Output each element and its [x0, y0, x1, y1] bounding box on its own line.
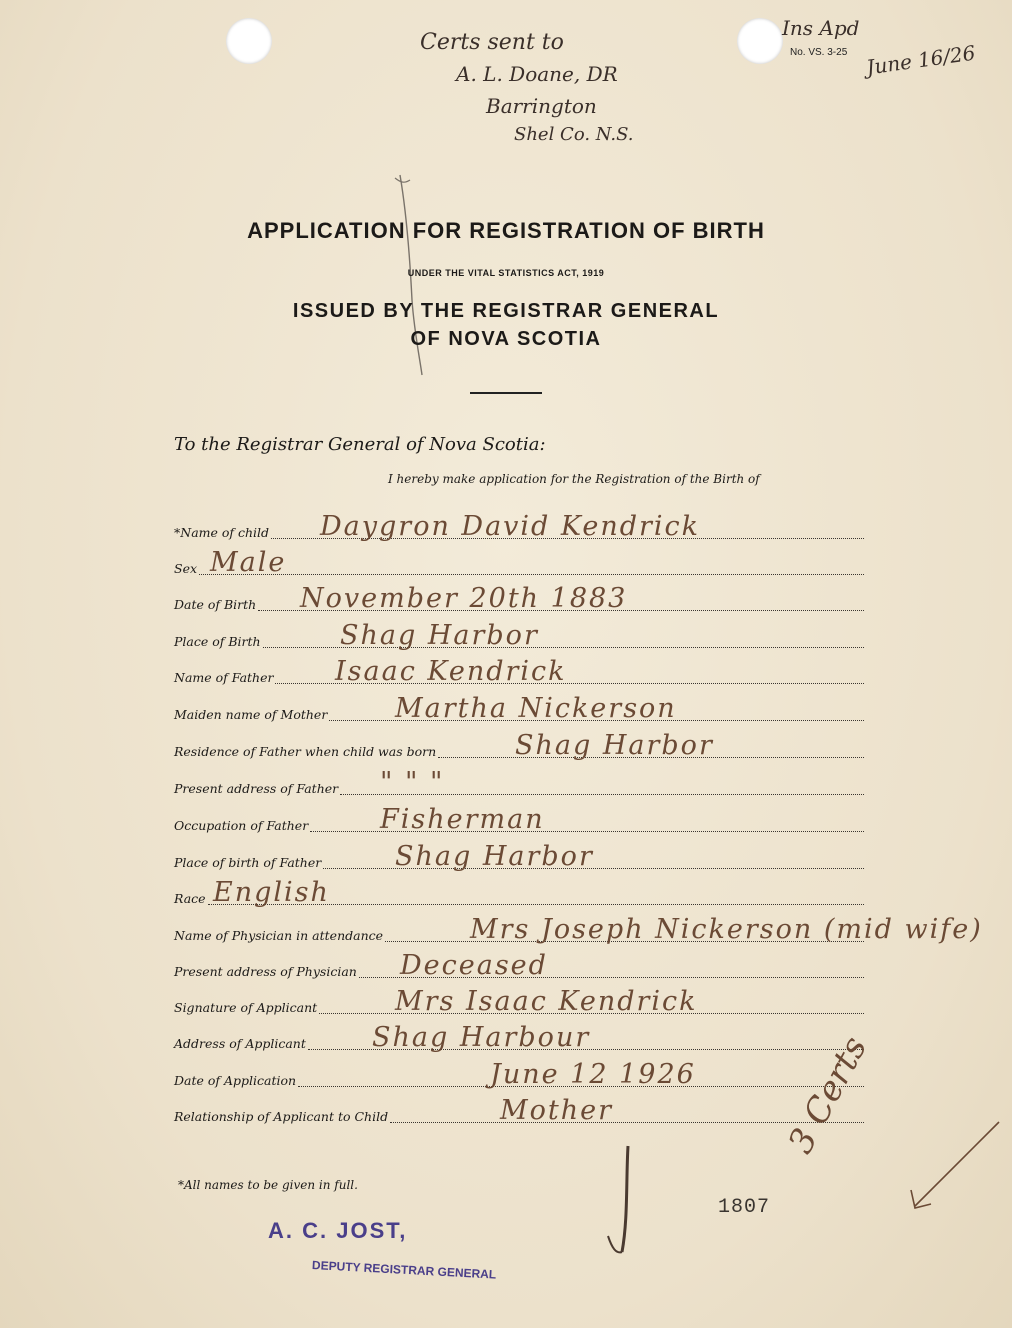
field-dotted-line: [199, 574, 864, 575]
handwritten-note-line-4: Shel Co. N.S.: [514, 124, 634, 145]
field-label: Date of Birth: [174, 597, 257, 612]
field-row: [174, 730, 864, 763]
field-row: [174, 986, 864, 1019]
field-row: [174, 877, 864, 910]
field-row: [174, 656, 864, 689]
field-row: [174, 547, 864, 580]
field-value-handwritten: Mrs Joseph Nickerson (mid wife): [470, 914, 983, 945]
field-value-handwritten: Mother: [500, 1095, 614, 1126]
margin-note-certs: 3 Certs: [780, 1030, 876, 1160]
field-row: [174, 804, 864, 837]
field-row: [174, 914, 983, 947]
stamp-name: A. C. JOST,: [268, 1218, 408, 1243]
field-row: [174, 620, 864, 653]
field-label: Date of Application: [174, 1073, 297, 1088]
handwritten-insp-note: Ins Apd: [782, 16, 860, 40]
field-value-handwritten: English: [213, 877, 330, 908]
handwritten-note-line-3: Barrington: [486, 94, 597, 118]
salutation: To the Registrar General of Nova Scotia:: [174, 434, 546, 455]
field-value-handwritten: Shag Harbor: [340, 620, 539, 651]
registration-number: 1807: [718, 1196, 771, 1219]
field-label: Place of Birth: [174, 634, 261, 649]
field-label: Place of birth of Father: [174, 855, 322, 870]
intro-statement: I hereby make application for the Registration of the Birth of: [388, 472, 760, 486]
field-value-handwritten: Mrs Isaac Kendrick: [395, 986, 698, 1017]
field-label: Relationship of Applicant to Child: [174, 1109, 389, 1124]
form-title: APPLICATION FOR REGISTRATION OF BIRTH: [247, 218, 765, 243]
field-value-handwritten: June 12 1926: [490, 1059, 696, 1090]
field-label: Maiden name of Mother: [174, 707, 328, 722]
field-value-handwritten: Shag Harbor: [395, 841, 594, 872]
issuer-line-1: ISSUED BY THE REGISTRAR GENERAL: [292, 300, 720, 322]
field-value-handwritten: Male: [210, 547, 287, 578]
form-number: No. VS. 3-25: [790, 47, 848, 58]
field-label: Sex: [174, 561, 198, 576]
field-label: Race: [174, 891, 206, 906]
stamp-title: DEPUTY REGISTRAR GENERAL: [311, 1258, 497, 1282]
field-row: [174, 1059, 864, 1092]
title-divider: [470, 392, 542, 394]
field-label: *Name of child: [174, 525, 270, 540]
field-value-handwritten: Deceased: [400, 950, 548, 981]
field-row: [174, 1095, 864, 1128]
field-label: Present address of Physician: [174, 964, 357, 979]
field-row: [174, 583, 864, 616]
field-value-handwritten: " " ": [380, 767, 445, 798]
field-row: [174, 950, 864, 983]
field-label: Present address of Father: [174, 781, 339, 796]
field-label: Residence of Father when child was born: [174, 744, 437, 759]
field-row: [174, 511, 864, 544]
field-label: Name of Father: [174, 670, 274, 685]
field-label: Occupation of Father: [174, 818, 309, 833]
form-subtitle-act: UNDER THE VITAL STATISTICS ACT, 1919: [407, 268, 605, 278]
field-value-handwritten: Daygron David Kendrick: [320, 511, 701, 542]
handwritten-note-line-2: A. L. Doane, DR: [456, 62, 618, 86]
handwritten-insp-date: June 16/26: [864, 40, 977, 80]
issuer-line-2: OF NOVA SCOTIA: [410, 328, 602, 350]
field-value-handwritten: Martha Nickerson: [395, 693, 677, 724]
field-value-handwritten: Isaac Kendrick: [335, 656, 567, 687]
field-row: [174, 1022, 864, 1055]
field-value-handwritten: Shag Harbour: [372, 1022, 591, 1053]
footnote: *All names to be given in full.: [178, 1178, 358, 1192]
field-label: Signature of Applicant: [174, 1000, 318, 1015]
field-value-handwritten: Fisherman: [380, 804, 545, 835]
field-row: [174, 841, 864, 874]
punch-hole-left: [226, 18, 272, 64]
margin-arrow: [905, 1116, 1005, 1216]
field-label: Name of Physician in attendance: [174, 928, 384, 943]
field-label: Address of Applicant: [174, 1036, 306, 1051]
field-row: [174, 767, 864, 800]
pen-check-mark: [598, 1140, 658, 1260]
handwritten-note-line-1: Certs sent to: [420, 30, 564, 55]
field-value-handwritten: November 20th 1883: [300, 583, 628, 614]
field-row: [174, 693, 864, 726]
field-value-handwritten: Shag Harbor: [515, 730, 714, 761]
punch-hole-right: [737, 18, 783, 64]
